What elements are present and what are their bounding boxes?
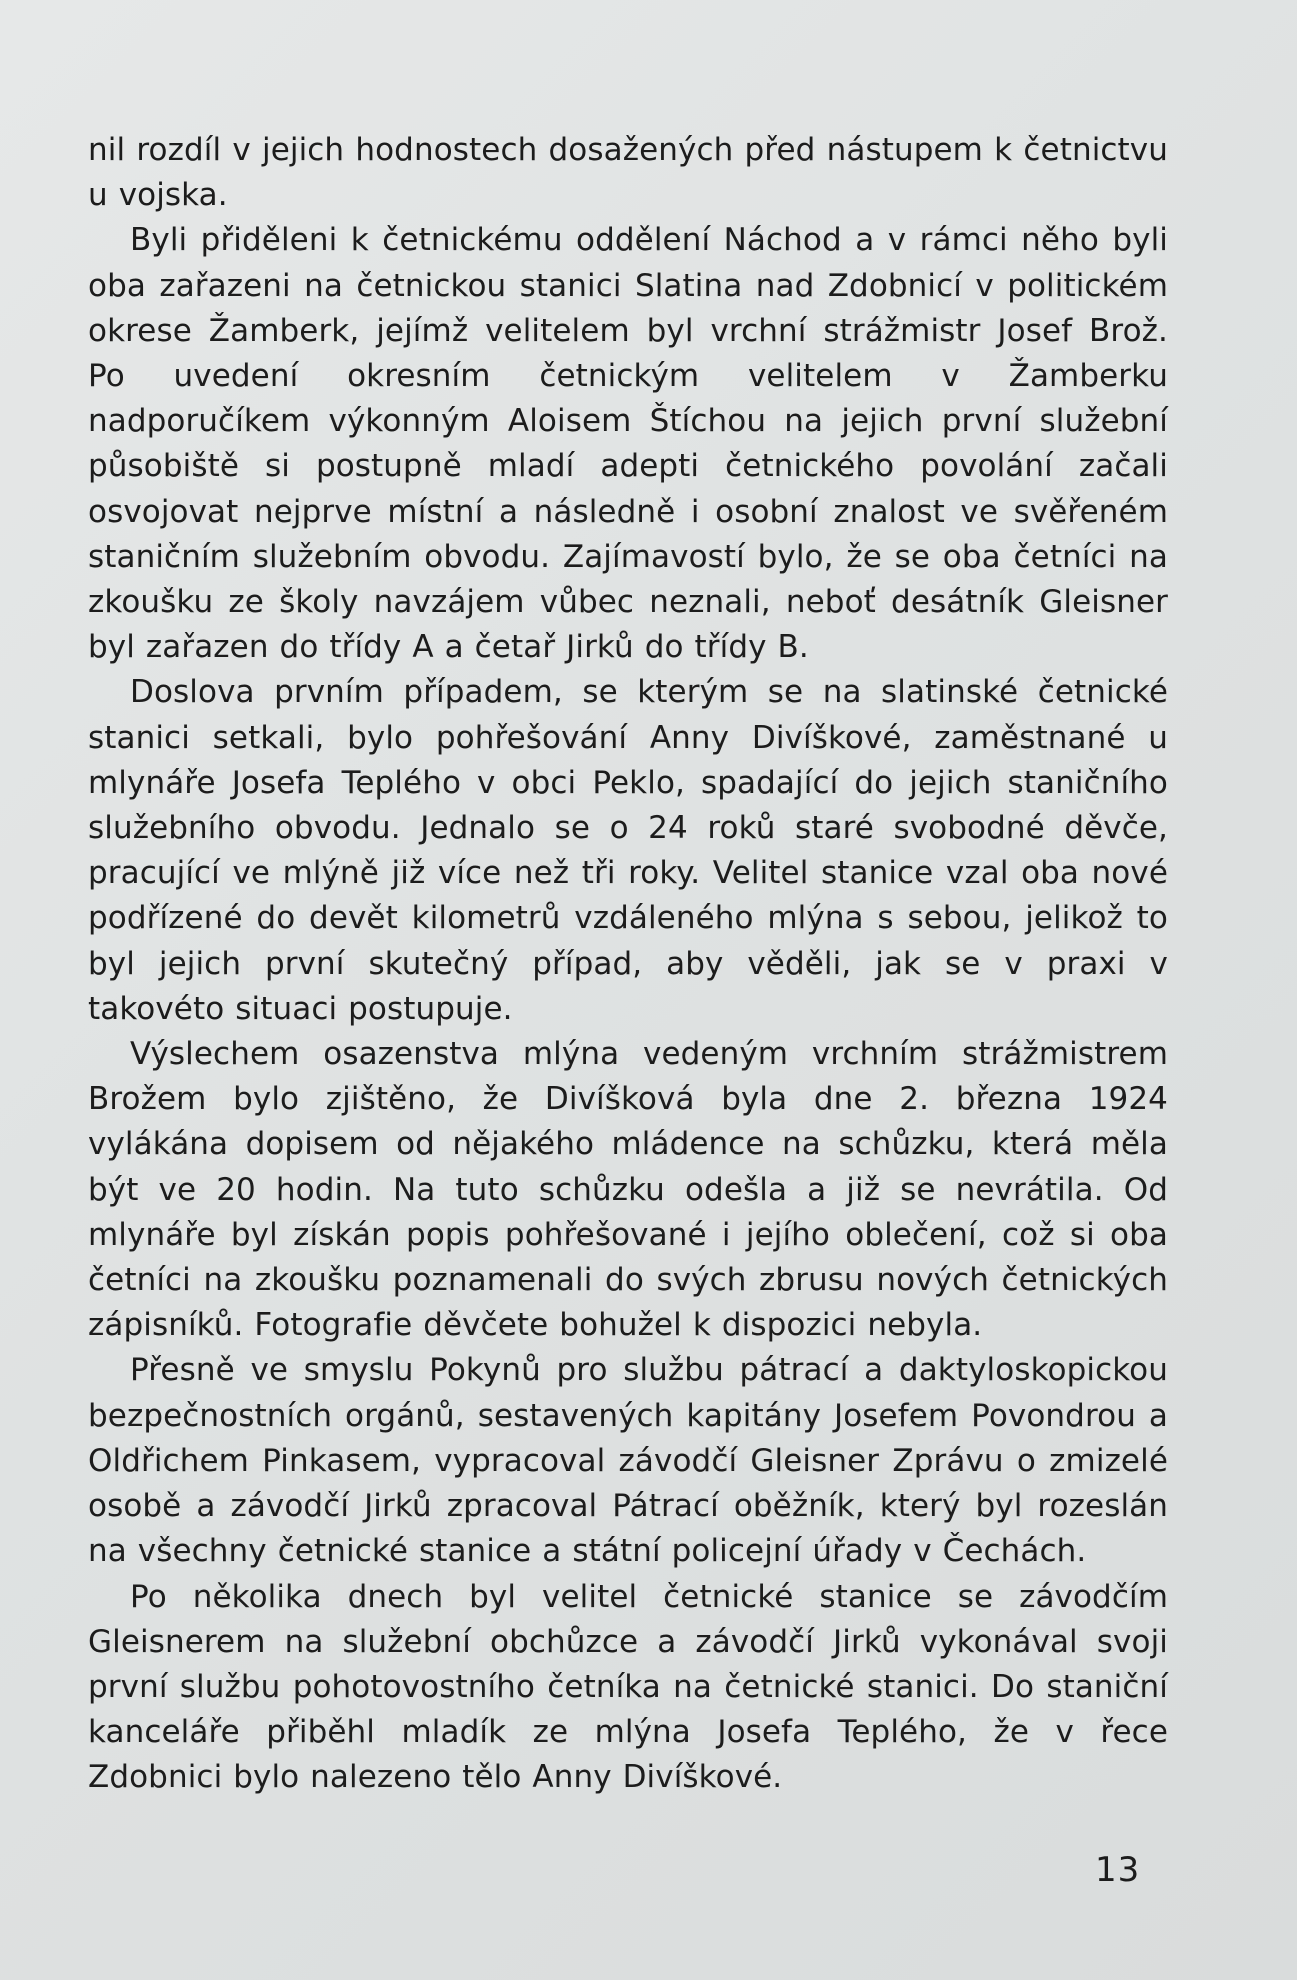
paragraph: Přesně ve smyslu Pokynů pro službu pátrací a daktyloskopickou bezpečnostních orgánů, sestavených kapitány Josefem Povondrou a Oldřichem Pinkasem, vypracoval závodčí Gleisner Zprávu o zmizelé osobě a závodčí Jirků zpracoval Pátrací oběžník, který byl rozeslán na všechny četnické stanice a státní policejní úřady v Čechách. bbox=[88, 1352, 1168, 1570]
paragraph: Doslova prvním případem, se kterým se na slatinské četnické stanici setkali, bylo pohřešování Anny Divíškové, zaměstnané u mlynáře Josefa Teplého v obci Peklo, spadající do jejich staničního služebního obvodu. Jednalo se o 24 roků staré svobodné děvče, pracující ve mlýně již více než tři roky. Velitel stanice vzal oba nové podřízené do devět kilometrů vzdáleného mlýna s sebou, jelikož to byl jejich první skutečný případ, aby věděli, jak se v praxi v takovéto situaci postupuje. bbox=[88, 674, 1168, 1027]
paragraph: Výslechem osazenstva mlýna vedeným vrchním strážmistrem Brožem bylo zjištěno, že Divíšková byla dne 2. března 1924 vylákána dopisem od nějakého mládence na schůzku, která měla být ve 20 hodin. Na tuto schůzku odešla a již se nevrátila. Od mlynáře byl získán popis pohřešované i jejího oblečení, což si oba četníci na zkoušku poznamenali do svých zbrusu nových četnických zápisníků. Fotografie děvčete bohužel k dispozici nebyla. bbox=[88, 1036, 1168, 1344]
body-text bbox=[88, 128, 1168, 1801]
paragraph: Byli přiděleni k četnickému oddělení Náchod a v rámci něho byli oba zařazeni na četnickou stanici Slatina nad Zdobnicí v politickém okrese Žamberk, jejímž velitelem byl vrchní strážmistr Josef Brož. Po uvedení okresním četnickým velitelem v Žamberku nadporučíkem výkonným Aloisem Štíchou na jejich první služební působiště si postupně mladí adepti četnického povolání začali osvojovat nejprve místní a následně i osobní znalost ve svěřeném staničním služebním obvodu. Zajímavostí bylo, že se oba četníci na zkoušku ze školy navzájem vůbec neznali, neboť desátník Gleisner byl zařazen do třídy A a četař Jirků do třídy B. bbox=[88, 222, 1168, 666]
paragraph: Po několika dnech byl velitel četnické stanice se závodčím Gleisnerem na služební obchůzce a závodčí Jirků vykonával svoji první službu pohotovostního četníka na četnické stanici. Do staniční kanceláře přiběhl mladík ze mlýna Josefa Teplého, že v řece Zdobnici bylo nalezeno tělo Anny Divíškové. bbox=[88, 1578, 1168, 1796]
page-number: 13 bbox=[1095, 1850, 1141, 1890]
paragraph: nil rozdíl v jejich hodnostech dosažených před nástupem k četnictvu u vojska. bbox=[88, 132, 1168, 214]
